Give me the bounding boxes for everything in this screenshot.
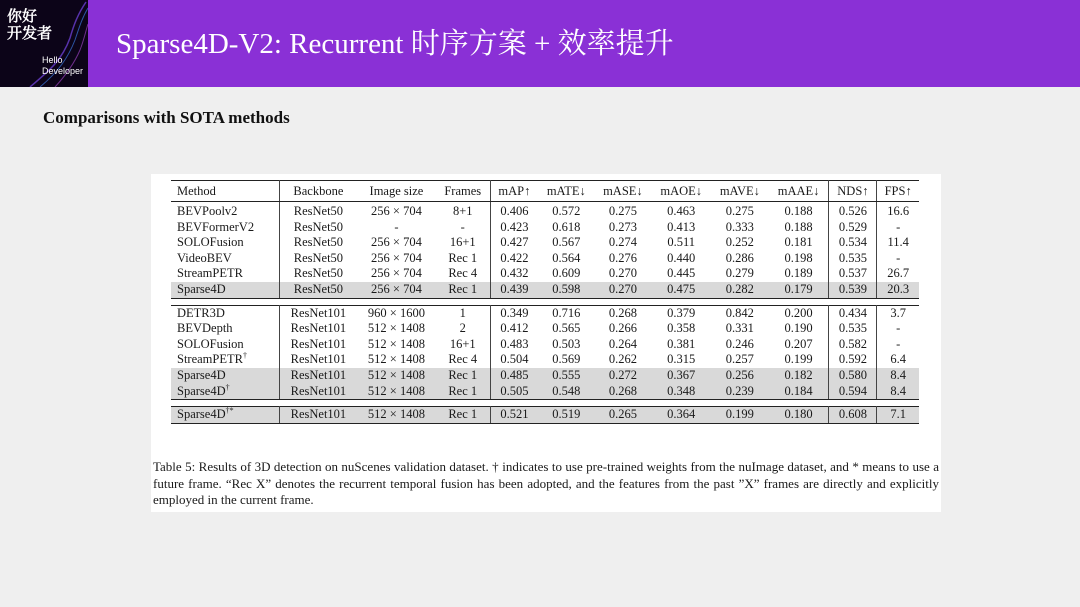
table-cell: 2 [436, 321, 490, 337]
table-cell: 0.412 [500, 321, 529, 336]
table-cell: 0.555 [538, 368, 594, 384]
table-cell: 0.537 [829, 266, 877, 282]
column-header: mAP↑ [490, 181, 538, 202]
table-cell: 0.505 [490, 384, 538, 400]
table-cell: 0.381 [667, 336, 696, 351]
table-cell: 0.349 [490, 305, 538, 321]
table-cell: - [896, 321, 901, 336]
table-cell: 0.548 [538, 384, 594, 400]
table-cell: 0.274 [608, 235, 637, 250]
table-cell: ResNet50 [293, 235, 344, 250]
table-cell: 11.4 [887, 235, 909, 250]
method-cell: VideoBEV [171, 251, 279, 267]
table-cell: 0.270 [594, 282, 651, 298]
table-row [171, 251, 919, 267]
table-cell: 26.7 [887, 266, 910, 281]
table-cell: 0.526 [829, 202, 877, 220]
method-cell: Sparse4D†* [171, 407, 279, 424]
method-cell: Sparse4D [171, 282, 279, 298]
method-cell: BEVDepth [171, 321, 279, 337]
table-cell: 0.519 [538, 407, 594, 424]
table-cell: 960 × 1600 [357, 305, 436, 321]
table-cell: 0.286 [725, 250, 754, 265]
table-caption: Table 5: Results of 3D detection on nuScenes validation dataset. † indicates to use pre-trained weights from the nuImage dataset, and * means to use a future frame. “Rec X” denotes the recurrent temporal fusion has been adopted, and the features from the past ”X” frames are directly and explicitly employed in the current frame. [153, 459, 939, 507]
table-cell: 256 × 704 [371, 266, 422, 281]
table-cell: 0.182 [769, 368, 829, 384]
table-cell: 0.252 [725, 235, 754, 250]
table-cell: 0.199 [769, 352, 829, 368]
table-cell: 0.367 [651, 368, 711, 384]
table-cell: 0.190 [769, 321, 829, 337]
table-cell: 0.358 [667, 321, 696, 336]
table-cell: 512 × 1408 [357, 368, 436, 384]
table-cell: ResNet101 [279, 368, 357, 384]
header-bar [0, 0, 1080, 87]
table-cell: 0.268 [594, 305, 651, 321]
column-header: mATE↓ [538, 181, 594, 202]
table-cell: Rec 1 [436, 384, 490, 400]
table-cell: 0.440 [667, 250, 696, 265]
table-cell: 0.434 [829, 305, 877, 321]
table-cell: 0.511 [667, 235, 696, 250]
table-cell: 0.200 [769, 305, 829, 321]
table-cell: 0.279 [725, 266, 754, 281]
table-cell: 0.273 [608, 219, 637, 234]
table-cell: 512 × 1408 [357, 407, 436, 424]
table-cell: ResNet101 [290, 336, 347, 351]
table-cell: ResNet101 [290, 352, 347, 367]
table-cell: 0.275 [725, 204, 754, 218]
table-cell: ResNet50 [293, 250, 344, 265]
table-cell: 0.262 [608, 352, 637, 367]
table-row [171, 407, 919, 424]
table-cell: 0.503 [552, 336, 581, 351]
table-cell: 0.485 [490, 368, 538, 384]
table-cell: 0.567 [552, 235, 581, 250]
column-header: NDS↑ [829, 181, 877, 202]
table-row [171, 352, 919, 368]
method-cell: StreamPETR† [171, 352, 279, 368]
table-cell: 0.315 [667, 352, 696, 367]
table-cell: 0.529 [829, 220, 877, 236]
table-cell: Rec 1 [436, 368, 490, 384]
table-cell: 0.379 [651, 305, 711, 321]
table-row [171, 235, 919, 251]
table-row [171, 282, 919, 298]
table-cell: - [896, 250, 901, 265]
table-cell: 0.445 [667, 266, 696, 281]
table-cell: 0.256 [711, 368, 769, 384]
table-cell: 16+1 [436, 337, 490, 353]
table-cell: 256 × 704 [371, 204, 422, 218]
table-cell: 0.184 [769, 384, 829, 400]
table-cell: 16.6 [887, 204, 910, 218]
column-header: mASE↓ [594, 181, 651, 202]
table-cell: Rec 4 [436, 266, 490, 282]
table-cell: 0.179 [769, 282, 829, 298]
table-cell: 20.3 [877, 282, 919, 298]
table-cell: 0.282 [711, 282, 769, 298]
table-cell: 0.276 [608, 250, 637, 265]
column-header: Method [171, 181, 279, 202]
table-cell: 256 × 704 [357, 282, 436, 298]
table-cell: 0.246 [725, 336, 754, 351]
table-cell: 0.333 [725, 219, 754, 234]
table-cell: 0.413 [667, 219, 696, 234]
table-row [171, 266, 919, 282]
table-figure [151, 174, 941, 512]
table-cell: ResNet101 [279, 407, 357, 424]
table-cell: 6.4 [890, 352, 906, 367]
table-cell: 8.4 [877, 368, 919, 384]
table-cell: Rec 1 [436, 251, 490, 267]
table-cell: 0.564 [552, 250, 581, 265]
table-cell: 0.594 [829, 384, 877, 400]
table-row [171, 368, 919, 384]
table-cell: 0.463 [667, 204, 696, 218]
logo-text-line1: 你好 [7, 7, 38, 25]
logo-text-line3: Hello [42, 55, 63, 65]
table-cell: 512 × 1408 [367, 352, 425, 367]
table-cell: Rec 1 [436, 407, 490, 424]
table-cell: 0.189 [769, 266, 829, 282]
method-cell: SOLOFusion [171, 337, 279, 353]
method-cell: Sparse4D† [171, 384, 279, 400]
table-cell: 0.569 [552, 352, 581, 367]
table-cell: 256 × 704 [371, 235, 422, 250]
column-header: Image size [357, 181, 436, 202]
table-cell: 0.618 [552, 219, 581, 234]
table-cell: 0.535 [829, 321, 877, 337]
table-cell: 0.475 [651, 282, 711, 298]
table-cell: 512 × 1408 [367, 336, 425, 351]
table-row [171, 202, 919, 220]
table-cell: 0.348 [651, 384, 711, 400]
table-cell: 0.266 [608, 321, 637, 336]
table-cell: Rec 1 [436, 282, 490, 298]
table-cell: 0.504 [500, 352, 529, 367]
table-cell: - [436, 220, 490, 236]
table-row [171, 321, 919, 337]
table-cell: 8.4 [877, 384, 919, 400]
table-cell: 16+1 [436, 235, 490, 251]
table-cell: 0.272 [594, 368, 651, 384]
table-body [171, 202, 919, 424]
method-cell: SOLOFusion [171, 235, 279, 251]
table-cell: 0.264 [608, 336, 637, 351]
column-header: mAAE↓ [769, 181, 829, 202]
table-cell: 0.239 [711, 384, 769, 400]
table-cell: ResNet50 [293, 219, 344, 234]
table-cell: 0.198 [769, 251, 829, 267]
table-cell: 0.534 [829, 235, 877, 251]
method-cell: BEVPoolv2 [171, 202, 279, 220]
table-row [171, 305, 919, 321]
footnote-mark: †* [225, 405, 234, 415]
slide-title: Sparse4D-V2: Recurrent 时序方案 + 效率提升 [116, 28, 674, 60]
column-header: FPS↑ [877, 181, 919, 202]
table-cell: 0.199 [711, 407, 769, 424]
method-cell: DETR3D [171, 305, 279, 321]
logo-text-line4: Developer [42, 66, 84, 76]
table-cell: 0.609 [552, 266, 581, 281]
logo [0, 0, 88, 87]
table-cell: 512 × 1408 [367, 321, 425, 336]
results-table [171, 180, 919, 424]
table-cell: 0.716 [538, 305, 594, 321]
table-cell: - [896, 219, 901, 234]
table-cell: 0.432 [500, 266, 529, 281]
table-cell: 0.608 [829, 407, 877, 424]
method-cell: Sparse4D [171, 368, 279, 384]
table-cell: 0.257 [725, 352, 754, 367]
table-cell: 0.521 [490, 407, 538, 424]
table-cell: 0.364 [651, 407, 711, 424]
group-spacer [171, 298, 919, 305]
table-cell: 1 [436, 305, 490, 321]
table-cell: 0.483 [500, 336, 529, 351]
table-cell: 0.268 [594, 384, 651, 400]
table-cell: 0.580 [829, 368, 877, 384]
footnote-mark: † [242, 351, 247, 361]
table-cell: ResNet50 [293, 204, 344, 218]
table-cell: ResNet50 [279, 282, 357, 298]
table-cell: ResNet101 [279, 305, 357, 321]
table-header-row [171, 181, 919, 202]
column-header: mAVE↓ [711, 181, 769, 202]
table-cell: 0.207 [769, 337, 829, 353]
group-spacer [171, 400, 919, 407]
table-cell: 0.842 [711, 305, 769, 321]
table-cell: Rec 4 [436, 352, 490, 368]
logo-text-line2: 开发者 [7, 24, 53, 42]
table-row [171, 337, 919, 353]
table-cell: 0.592 [829, 352, 877, 368]
table-cell: 0.275 [608, 204, 637, 218]
table-cell: 0.572 [552, 204, 581, 218]
table-cell: 0.406 [500, 204, 529, 218]
table-cell: 0.331 [725, 321, 754, 336]
table-cell: 0.535 [829, 251, 877, 267]
table-cell: 0.188 [769, 220, 829, 236]
table-cell: 0.265 [594, 407, 651, 424]
table-cell: 7.1 [877, 407, 919, 424]
table-cell: 0.598 [538, 282, 594, 298]
table-cell: 0.427 [500, 235, 529, 250]
table-cell: 0.270 [608, 266, 637, 281]
table-cell: 0.539 [829, 282, 877, 298]
table-cell: 512 × 1408 [357, 384, 436, 400]
table-cell: - [896, 336, 901, 351]
table-cell: - [394, 219, 399, 234]
table-row [171, 220, 919, 236]
table-cell: 0.422 [500, 250, 529, 265]
section-subtitle: Comparisons with SOTA methods [43, 108, 290, 127]
table-row [171, 384, 919, 400]
column-header: mAOE↓ [651, 181, 711, 202]
table-cell: 0.188 [769, 202, 829, 220]
table-cell: ResNet101 [279, 384, 357, 400]
table-cell: 0.180 [769, 407, 829, 424]
method-cell: StreamPETR [171, 266, 279, 282]
table-cell: 0.423 [500, 219, 529, 234]
footnote-mark: † [225, 382, 230, 392]
table-cell: 0.565 [552, 321, 581, 336]
table-cell: 3.7 [877, 305, 919, 321]
table-cell: ResNet50 [293, 266, 344, 281]
table-cell: 0.439 [490, 282, 538, 298]
table-cell: 0.181 [769, 235, 829, 251]
table-cell: ResNet101 [290, 321, 347, 336]
table-cell: 8+1 [436, 202, 490, 220]
table-cell: 0.582 [829, 337, 877, 353]
column-header: Frames [436, 181, 490, 202]
table-cell: 256 × 704 [371, 250, 422, 265]
column-header: Backbone [279, 181, 357, 202]
method-cell: BEVFormerV2 [171, 220, 279, 236]
